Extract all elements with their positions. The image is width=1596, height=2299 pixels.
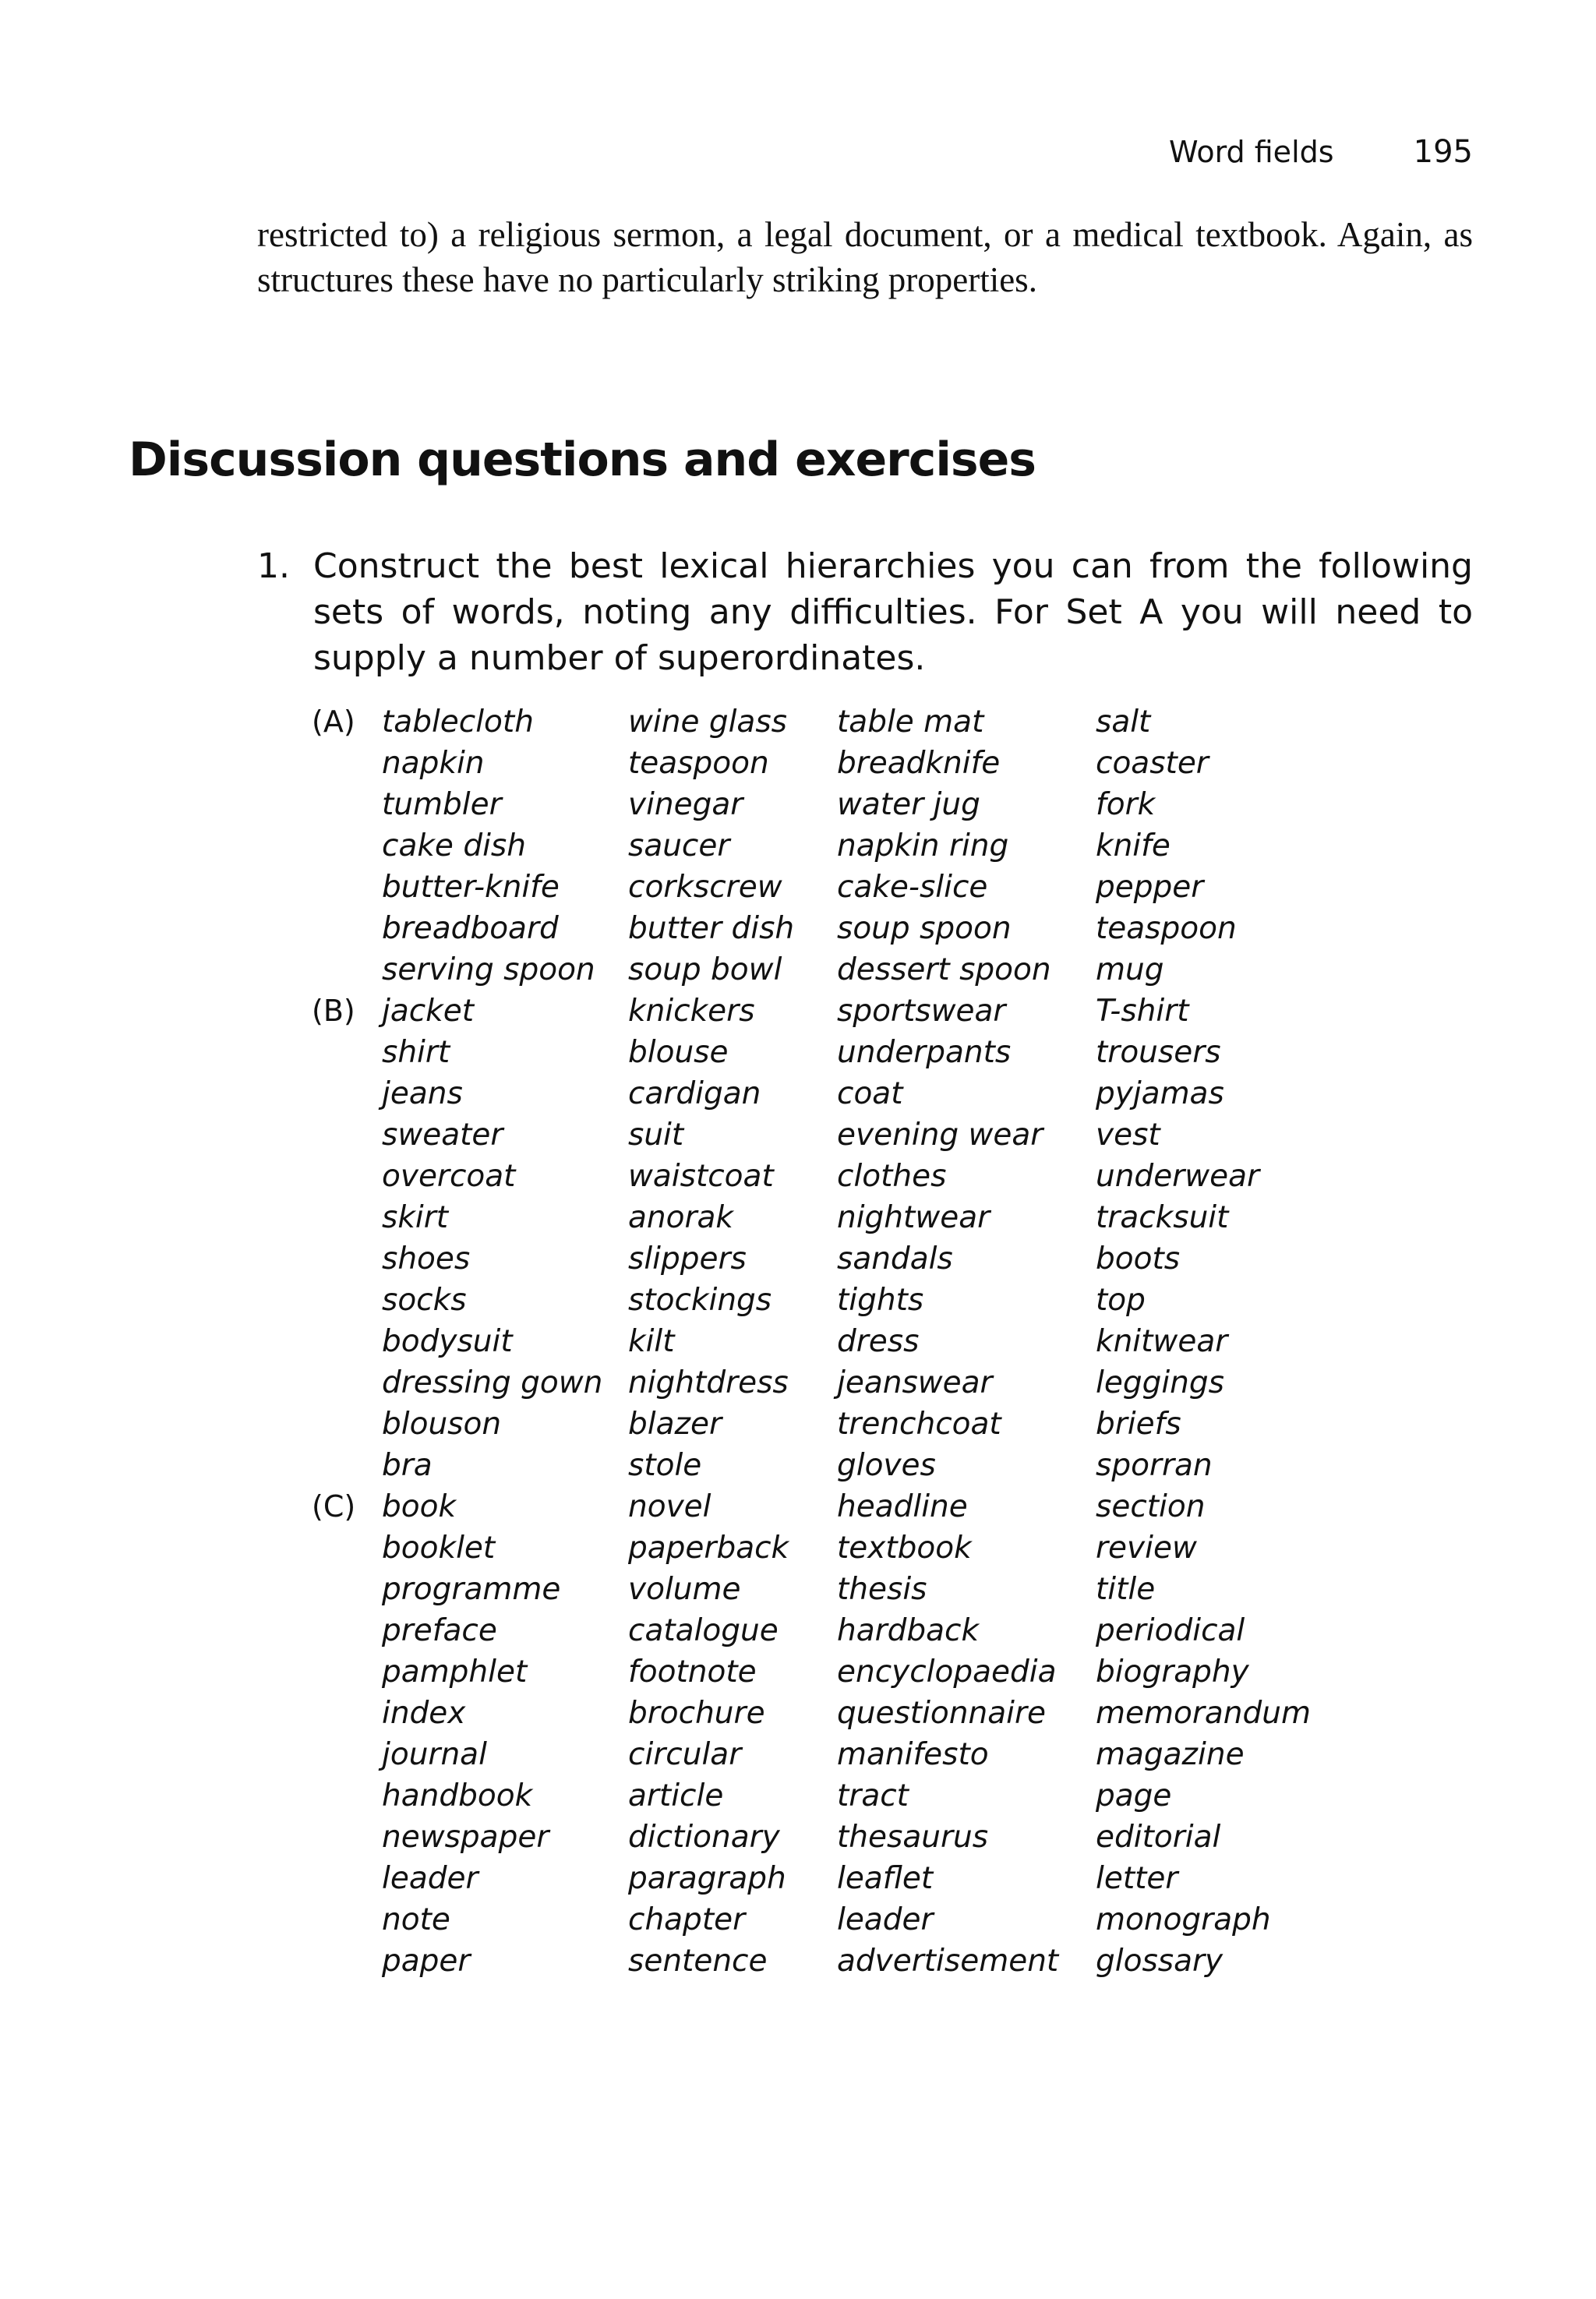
word-item: waistcoat xyxy=(628,1159,774,1194)
word-item: vest xyxy=(1096,1118,1160,1153)
word-item: salt xyxy=(1096,705,1151,740)
word-item: dressing gown xyxy=(382,1365,603,1400)
word-item: knickers xyxy=(628,994,755,1029)
word-item: napkin xyxy=(382,746,485,781)
intro-paragraph: restricted to) a religious sermon, a legal document, or a medical textbook. Again, as structures these have no particularly striking properties. xyxy=(257,215,1473,299)
word-item: thesaurus xyxy=(837,1820,989,1855)
word-item: knife xyxy=(1096,828,1171,863)
word-item: soup bowl xyxy=(628,952,782,987)
word-item: top xyxy=(1096,1283,1146,1318)
word-item: teaspoon xyxy=(628,746,769,781)
word-item: mug xyxy=(1096,952,1164,987)
word-item: teaspoon xyxy=(1096,911,1237,946)
word-item: questionnaire xyxy=(837,1696,1046,1731)
section-heading: Discussion questions and exercises xyxy=(129,433,1036,487)
word-item: butter-knife xyxy=(382,870,560,905)
word-item: paragraph xyxy=(628,1861,786,1896)
word-item: knitwear xyxy=(1096,1324,1228,1359)
word-item: fork xyxy=(1096,787,1156,822)
word-item: slippers xyxy=(628,1241,747,1277)
word-item: breadboard xyxy=(382,911,559,946)
word-item: glossary xyxy=(1096,1944,1223,1979)
exercise-1 xyxy=(257,543,1473,681)
word-item: gloves xyxy=(837,1448,936,1483)
running-head xyxy=(1169,134,1473,170)
word-item: note xyxy=(382,1902,450,1937)
word-item: novel xyxy=(628,1489,711,1524)
word-item: napkin ring xyxy=(837,828,1009,863)
word-item: bodysuit xyxy=(382,1324,513,1359)
word-item: pyjamas xyxy=(1096,1076,1224,1111)
word-item: breadknife xyxy=(837,746,1001,781)
word-item: hardback xyxy=(837,1613,980,1648)
word-item: trenchcoat xyxy=(837,1407,1001,1442)
word-item: memorandum xyxy=(1096,1696,1311,1731)
word-item: vinegar xyxy=(628,787,743,822)
word-item: sporran xyxy=(1096,1448,1213,1483)
word-item: anorak xyxy=(628,1200,733,1235)
word-item: cardigan xyxy=(628,1076,761,1111)
word-item: table mat xyxy=(837,705,984,740)
word-item: serving spoon xyxy=(382,952,595,987)
set-label: (A) xyxy=(312,705,355,739)
word-item: tracksuit xyxy=(1096,1200,1229,1235)
word-item: paperback xyxy=(628,1531,789,1566)
word-item: coaster xyxy=(1096,746,1209,781)
word-item: programme xyxy=(382,1572,561,1607)
word-grid xyxy=(382,701,1298,991)
word-item: evening wear xyxy=(837,1118,1043,1153)
word-item: butter dish xyxy=(628,911,795,946)
word-item: page xyxy=(1096,1778,1172,1813)
word-item: briefs xyxy=(1096,1407,1181,1442)
word-item: jeans xyxy=(382,1076,463,1111)
word-item: sentence xyxy=(628,1944,768,1979)
word-item: dress xyxy=(837,1324,920,1359)
word-item: stockings xyxy=(628,1283,772,1318)
word-item: magazine xyxy=(1096,1737,1245,1772)
word-item: suit xyxy=(628,1118,684,1153)
word-item: sweater xyxy=(382,1118,503,1153)
word-item: clothes xyxy=(837,1159,947,1194)
word-item: catalogue xyxy=(628,1613,779,1648)
word-item: paper xyxy=(382,1944,471,1979)
word-item: nightwear xyxy=(837,1200,990,1235)
word-item: blouse xyxy=(628,1035,729,1070)
word-item: encyclopaedia xyxy=(837,1655,1057,1690)
word-item: textbook xyxy=(837,1531,972,1566)
word-item: index xyxy=(382,1696,466,1731)
word-item: circular xyxy=(628,1737,742,1772)
word-item: section xyxy=(1096,1489,1206,1524)
word-item: chapter xyxy=(628,1902,746,1937)
word-item: skirt xyxy=(382,1200,449,1235)
word-item: underwear xyxy=(1096,1159,1260,1194)
word-item: footnote xyxy=(628,1655,757,1690)
word-item: trousers xyxy=(1096,1035,1221,1070)
word-item: volume xyxy=(628,1572,741,1607)
word-item: handbook xyxy=(382,1778,533,1813)
word-item: saucer xyxy=(628,828,730,863)
word-set xyxy=(312,701,1298,991)
word-item: article xyxy=(628,1778,724,1813)
word-item: nightdress xyxy=(628,1365,789,1400)
exercise-number: 1. xyxy=(257,546,290,586)
word-item: jacket xyxy=(382,994,475,1029)
word-item: advertisement xyxy=(837,1944,1059,1979)
word-item: brochure xyxy=(628,1696,765,1731)
word-set xyxy=(312,1486,1311,1982)
word-item: periodical xyxy=(1096,1613,1245,1648)
word-item: dessert spoon xyxy=(837,952,1051,987)
word-item: leader xyxy=(382,1861,478,1896)
word-item: jeanswear xyxy=(837,1365,993,1400)
word-item: blazer xyxy=(628,1407,722,1442)
word-item: shirt xyxy=(382,1035,450,1070)
word-item: review xyxy=(1096,1531,1197,1566)
exercise-text: Construct the best lexical hierarchies you can from the following sets of words, noting any difficulties. For Set A you will need to supply a number of superordinates. xyxy=(313,546,1473,678)
word-item: shoes xyxy=(382,1241,471,1277)
word-grid xyxy=(382,991,1298,1486)
word-item: leader xyxy=(837,1902,934,1937)
word-item: thesis xyxy=(837,1572,927,1607)
word-item: journal xyxy=(382,1737,487,1772)
word-item: editorial xyxy=(1096,1820,1221,1855)
word-item: cake dish xyxy=(382,828,526,863)
word-item: wine glass xyxy=(628,705,787,740)
word-item: preface xyxy=(382,1613,497,1648)
word-item: leaflet xyxy=(837,1861,934,1896)
word-item: biography xyxy=(1096,1655,1249,1690)
word-item: book xyxy=(382,1489,457,1524)
word-item: stole xyxy=(628,1448,702,1483)
word-item: boots xyxy=(1096,1241,1181,1277)
word-item: sportswear xyxy=(837,994,1006,1029)
page-number: 195 xyxy=(1413,134,1473,170)
word-item: dictionary xyxy=(628,1820,780,1855)
word-item: kilt xyxy=(628,1324,675,1359)
running-title: Word fields xyxy=(1169,135,1334,169)
word-item: blouson xyxy=(382,1407,502,1442)
word-item: headline xyxy=(837,1489,968,1524)
word-item: title xyxy=(1096,1572,1156,1607)
word-item: newspaper xyxy=(382,1820,549,1855)
word-item: socks xyxy=(382,1283,467,1318)
word-item: pepper xyxy=(1096,870,1204,905)
word-item: letter xyxy=(1096,1861,1178,1896)
word-set xyxy=(312,991,1298,1486)
word-item: underpants xyxy=(837,1035,1012,1070)
word-item: leggings xyxy=(1096,1365,1224,1400)
word-sets xyxy=(312,701,1311,1982)
word-item: T-shirt xyxy=(1096,994,1189,1029)
word-item: monograph xyxy=(1096,1902,1271,1937)
set-label: (B) xyxy=(312,994,355,1028)
word-item: water jug xyxy=(837,787,980,822)
word-item: soup spoon xyxy=(837,911,1012,946)
word-item: manifesto xyxy=(837,1737,989,1772)
word-grid xyxy=(382,1486,1311,1982)
word-item: tumbler xyxy=(382,787,502,822)
word-item: cake-slice xyxy=(837,870,988,905)
word-item: bra xyxy=(382,1448,433,1483)
set-label: (C) xyxy=(312,1489,356,1524)
word-item: pamphlet xyxy=(382,1655,528,1690)
word-item: corkscrew xyxy=(628,870,782,905)
word-item: coat xyxy=(837,1076,903,1111)
word-item: tract xyxy=(837,1778,909,1813)
word-item: tablecloth xyxy=(382,705,534,740)
word-item: booklet xyxy=(382,1531,496,1566)
word-item: overcoat xyxy=(382,1159,516,1194)
word-item: tights xyxy=(837,1283,924,1318)
word-item: sandals xyxy=(837,1241,953,1277)
